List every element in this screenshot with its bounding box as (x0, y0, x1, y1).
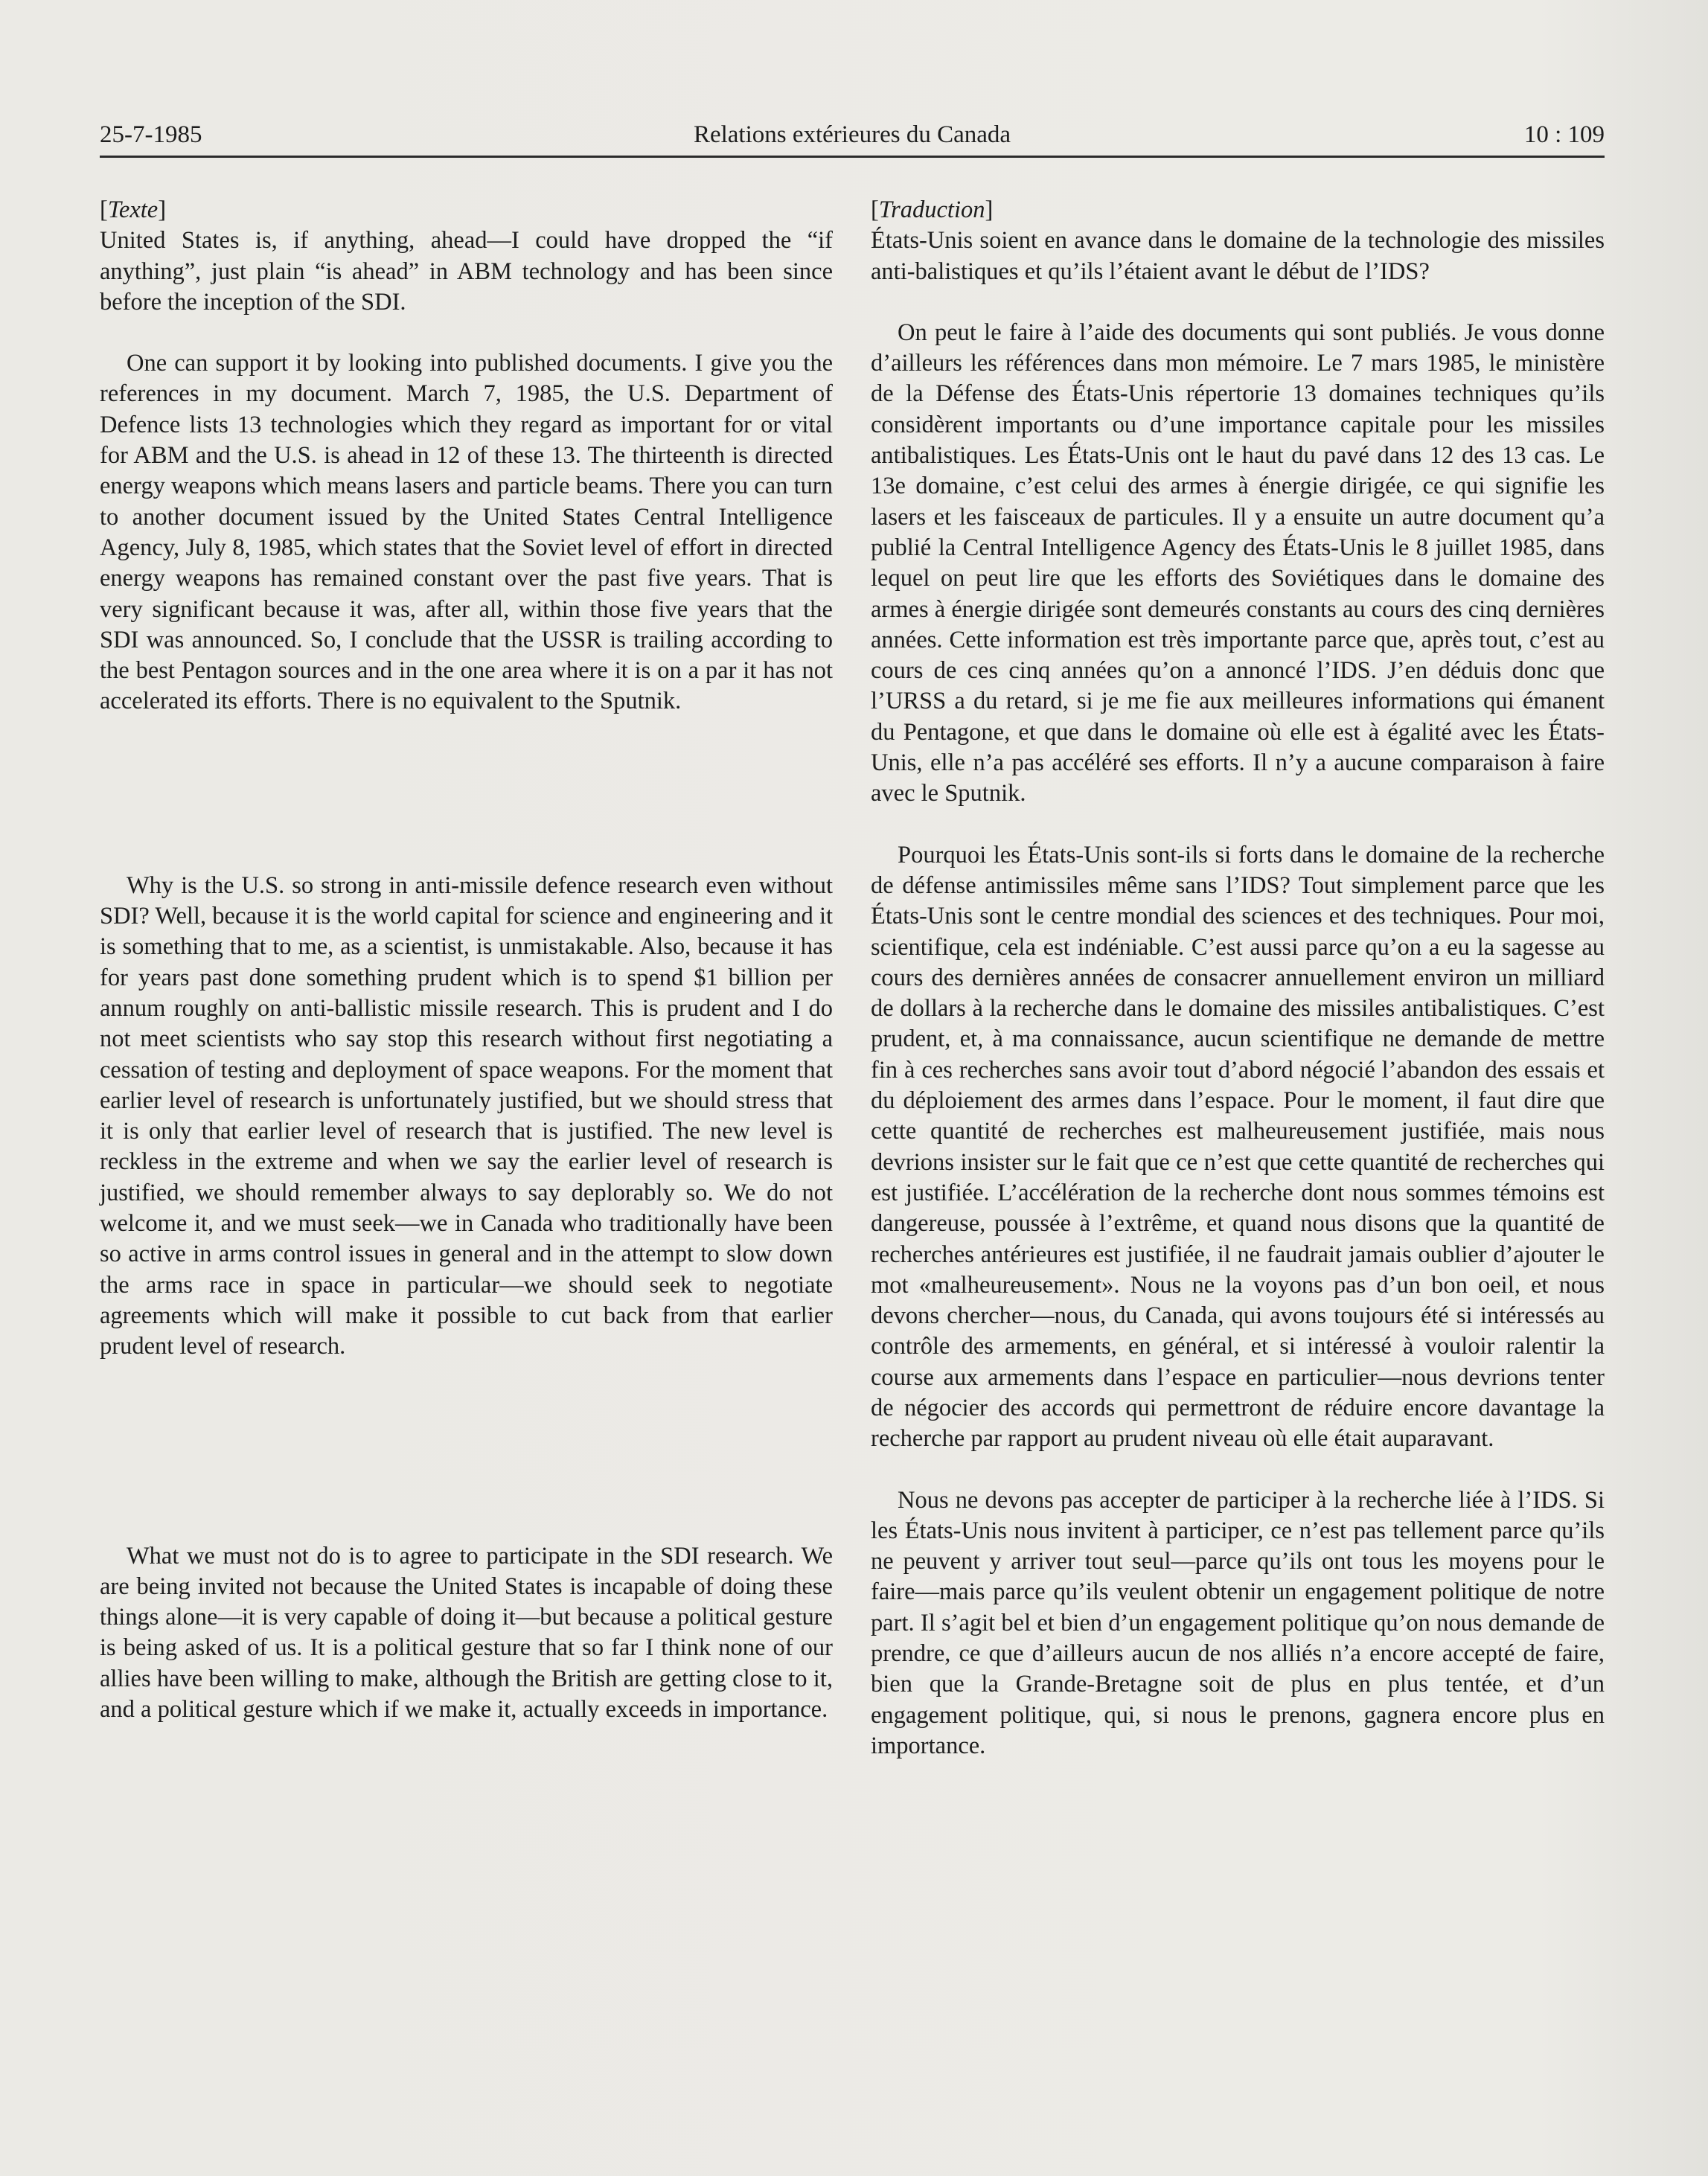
paragraph: Pourquoi les États-Unis sont-ils si forts dans le domaine de la recherche de défense antimissiles même sans l’IDS? Tout simplement parce que les États-Unis sont le centre mondial des sciences et des techniques. Pour moi, scientifique, cela est indéniable. C’est aussi parce qu’on a eu la sagesse au cours des dernières années de consacrer annuellement environ un milliard de dollars à la recherche dans le domaine des missiles antibalistiques. C’est prudent, et, à ma connaissance, aucun scientifique ne demande de mettre fin à ces recherches sans avoir tout d’abord négocié l’abandon des essais et du déploiement des armes dans l’espace. Pour le moment, il faut dire que cette quantité de recherches est malheureusement justifiée, mais nous devrions insister sur le fait que ce n’est que cette quantité de recherches qui est justifiée. L’accélération de la recherche dont nous sommes témoins est dangereuse, poussée à l’extrême, et quand nous disons que la quantité de recherches antérieures est justifiée, il ne faudrait jamais oublier d’ajouter le mot «malheureusement». Nous ne la voyons pas d’un bon oeil, et nous devons chercher—nous, du Canada, qui avons toujours été si intéressés au contrôle des armements, en général, et si intéressé à vouloir ralentir la course aux armements dans l’espace en particulier—nous devrions tenter de négocier des accords qui permettront de réduire encore davantage la recherche par rapport au prudent niveau où elle était auparavant. (871, 841, 1605, 1453)
column-label-text: Texte (107, 196, 159, 223)
header-page-number: 10 : 109 (1523, 121, 1605, 148)
paragraph: États-Unis soient en avance dans le domaine de la technologie des missiles anti-balistiques et qu’ils l’étaient avant le début de l’IDS? (871, 227, 1605, 285)
column-label: [Texte] (100, 196, 167, 223)
paragraph: Why is the U.S. so strong in anti-missile defence research even without SDI? Well, because it is the world capital for science and engineering and it is something that to me, as a scientist, is unmistakable. Also, because it has for years past done something prudent which is to spend $1 billion per annum roughly on anti-ballistic missile research. This is prudent and I do not meet scientists who say stop this research without first negotiating a cessation of testing and deployment of space weapons. For the moment that earlier level of research is unfortunately justified, but we should stress that it is only that earlier level of research that is justified. The new level is reckless in the extreme and when we say the earlier level of research is justified, we should remember always to say deplorably so. We do not welcome it, and we must seek—we in Canada who traditionally have been so active in arms control issues in general and in the attempt to slow down the arms race in space in particular—we should seek to negotiate agreements which will make it possible to cut back from that earlier prudent level of research. (100, 871, 833, 1360)
paragraph: United States is, if anything, ahead—I could have dropped the “if anything”, just plain “is ahead” in ABM technology and has been since before the inception of the SDI. (100, 227, 833, 316)
column-label: [Traduction] (871, 196, 994, 223)
paragraph: One can support it by looking into published documents. I give you the references in my document. March 7, 1985, the U.S. Department of Defence lists 13 technologies which they regard as important for or vital for ABM and the U.S. is ahead in 12 of these 13. The thirteenth is directed energy weapons which means lasers and particle beams. There you can turn to another document issued by the United States Central Intelligence Agency, July 8, 1985, which states that the Soviet level of effort in directed energy weapons has remained constant over the past five years. That is very significant because it was, after all, within those five years that the SDI was announced. So, I conclude that the USSR is trailing according to the best Pentagon sources and in the one area where it is on a par it has not accelerated its efforts. There is no equivalent to the Sputnik. (100, 350, 833, 715)
paragraph: Nous ne devons pas accepter de participer à la recherche liée à l’IDS. Si les États-Unis nous invitent à participer, ce n’est pas tellement parce qu’ils ne peuvent y arriver tout seul—parce qu’ils ont tous les moyens pour le faire—mais parce qu’ils veulent obtenir un engagement politique de notre part. Il s’agit bel et bien d’un engagement politique qu’on nous demande de prendre, ce que d’ailleurs aucun de nos alliés n’a encore accepté de faire, bien que la Grande-Bretagne soit de plus en plus tentée, et d’un engagement politique, qui, si nous le prenons, gagnera encore plus en importance. (871, 1486, 1605, 1759)
paragraph: What we must not do is to agree to participate in the SDI research. We are being invited not because the United States is incapable of doing these things alone—it is very capable of doing it—but because a political gesture is being asked of us. It is a political gesture that so far I think none of our allies have been willing to make, although the British are getting close to it, and a political gesture which if we make it, actually exceeds in importance. (100, 1542, 833, 1723)
page-header (100, 121, 1605, 158)
paragraph: On peut le faire à l’aide des documents qui sont publiés. Je vous donne d’ailleurs les références dans mon mémoire. Le 7 mars 1985, le ministère de la Défense des États-Unis répertorie 13 domaines techniques qu’ils considèrent importants ou d’une importance capitale pour les missiles antibalistiques. Les États-Unis ont le haut du pavé dans 12 des 13 cas. Le 13e domaine, c’est celui des armes à énergie dirigée, ce qui signifie les lasers et les faisceaux de particules. Il y a ensuite un autre document qu’a publié la Central Intelligence Agency des États-Unis le 8 juillet 1985, dans lequel on peut lire que les efforts des Soviétiques dans le domaine des armes à énergie dirigée sont demeurés constants au cours des cinq dernières années. Cette information est très importante parce que, après tout, c’est au cours de ces cinq années qu’on a annoncé l’IDS. J’en déduis donc que l’URSS a du retard, si je me fie aux meilleures informations qui émanent du Pentagone, et que dans le domaine où elle est à égalité avec les États-Unis, elle n’a pas accéléré ses efforts. Il n’y a aucune comparaison à faire avec le Sputnik. (871, 319, 1605, 807)
english-text-column (100, 195, 833, 1725)
header-title: Relations extérieures du Canada (693, 121, 1011, 148)
french-translation-column (871, 195, 1605, 1761)
column-label-text: Traduction (878, 196, 985, 223)
header-date: 25-7-1985 (100, 121, 202, 148)
